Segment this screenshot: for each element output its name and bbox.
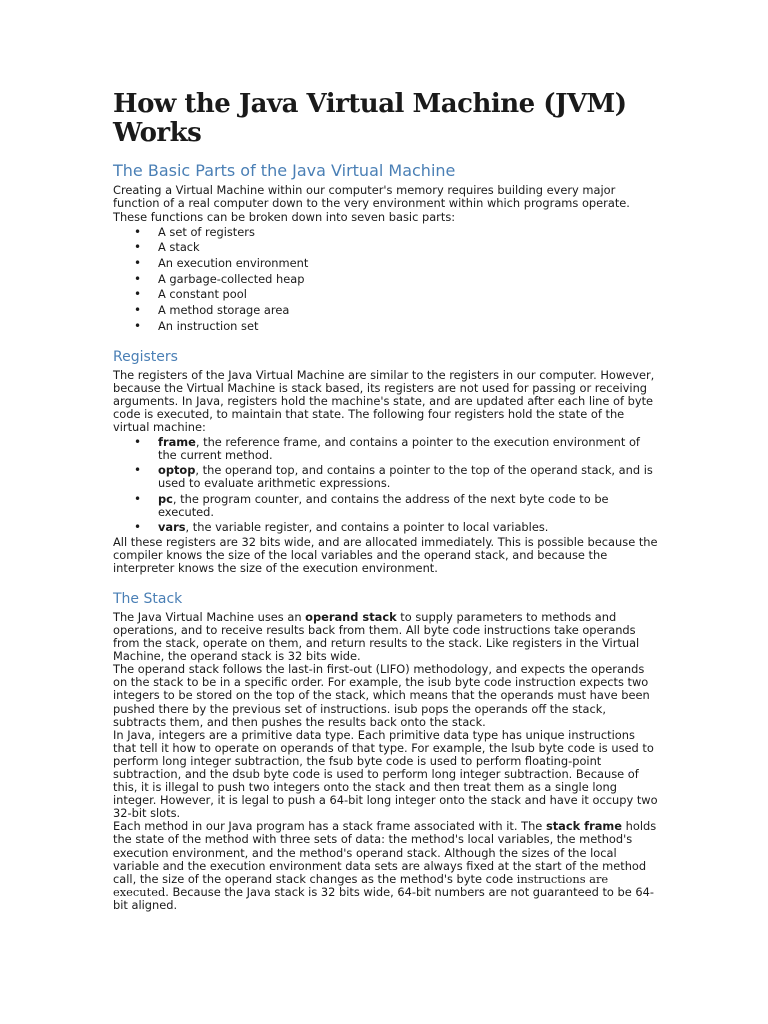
stack-paragraph-3: In Java, integers are a primitive data type. Each primitive data type has unique instructions that tell it how to operate on operands of that type. For example, the lsub byte code is used to perform long integer subtraction, the fsub byte code is used to perform floating-point subtraction, and the dsub byte code is used to perform long integer subtraction. Because of this, it is illegal to push two integers onto the stack and then treat them as a single long integer. However, it is legal to push a 64-bit long integer onto the stack and have it occupy two 32-bit slots. <box>113 727 658 821</box>
list-item: • An execution environment <box>158 257 658 270</box>
registers-outro: All these registers are 32 bits wide, and are allocated immediately. This is possible because the compiler knows the size of the local variables and the operand stack, and because the interpreter knows the size of the execution environment. <box>113 534 658 575</box>
register-term: vars <box>158 519 186 534</box>
register-desc: , the operand top, and contains a pointer to the top of the operand stack, and is used to evaluate arithmetic expressions. <box>158 463 653 491</box>
section-heading-registers: Registers <box>113 348 178 365</box>
bold-term: operand stack <box>305 609 397 624</box>
text-run: to supply parameters to methods and operations, and to receive results back from them. All byte code instructions take operands from the stack, operate on them, and return results to the stack. Like registers in the Virtual Machine, the operand stack is 32 bits wide. <box>113 609 640 664</box>
register-item-frame <box>158 436 658 462</box>
list-item: • A stack <box>158 241 658 254</box>
section-heading-stack: The Stack <box>113 591 183 608</box>
list-item: • A method storage area <box>158 304 658 317</box>
section-heading-basic-parts: The Basic Parts of the Java Virtual Machine <box>113 161 456 181</box>
document-page <box>113 90 658 912</box>
list-item: • A set of registers <box>158 226 658 239</box>
list-item: • A constant pool <box>158 288 658 301</box>
text-run: holds the state of the method with three sets of data: the method's local variables, the method's execution environment, and the method's operand stack. Although the sizes of the local variable and the execution environment data sets are always fixed at the start of the method call, the size of the operand stack changes as the method's byte code <box>113 819 657 886</box>
register-term: frame <box>158 435 196 450</box>
text-run: . Because the Java stack is 32 bits wide, 64-bit numbers are not guaranteed to be 64-bit aligned. <box>113 884 654 912</box>
stack-paragraph-4 <box>113 820 658 912</box>
register-desc: , the variable register, and contains a pointer to local variables. <box>185 519 549 534</box>
register-item-vars <box>158 521 658 534</box>
registers-list <box>113 436 658 534</box>
text-run: instructions are executed <box>113 871 609 899</box>
text-run: The Java Virtual Machine uses an <box>113 609 306 624</box>
list-item: • An instruction set <box>158 320 658 333</box>
register-item-optop <box>158 464 658 490</box>
basic-parts-list <box>113 226 658 333</box>
registers-intro: The registers of the Java Virtual Machine are similar to the registers in our computer. However, because the Virtual Machine is stack based, its registers are not used for passing or receiving arguments. In Java, registers hold the machine's state, and are updated after each line of byte code is executed, to maintain that state. The following four registers hold the state of the virtual machine: <box>113 367 655 435</box>
register-term: pc <box>158 491 173 506</box>
register-term: optop <box>158 463 196 478</box>
register-desc: , the reference frame, and contains a pointer to the execution environment of the current method. <box>158 435 640 463</box>
basic-parts-intro: Creating a Virtual Machine within our computer's memory requires building every major function of a real computer down to the very environment within which programs operate. These functions can be broken down into seven basic parts: <box>113 183 630 224</box>
list-item: • A garbage-collected heap <box>158 273 658 286</box>
text-run: Each method in our Java program has a stack frame associated with it. The <box>113 819 546 834</box>
register-desc: , the program counter, and contains the address of the next byte code to be executed. <box>158 491 609 519</box>
stack-paragraph-1 <box>113 611 658 663</box>
register-item-pc <box>158 493 658 519</box>
bold-term: stack frame <box>545 819 623 834</box>
page-title: How the Java Virtual Machine (JVM) Works <box>113 89 627 148</box>
stack-paragraph-2: The operand stack follows the last-in first-out (LIFO) methodology, and expects the operands on the stack to be in a specific order. For example, the isub byte code instruction expects two integers to be stored on the top of the stack, which means that the operands must have been pushed there by the previous set of instructions. isub pops the operands off the stack, subtracts them, and then pushes the results back onto the stack. <box>113 662 650 729</box>
